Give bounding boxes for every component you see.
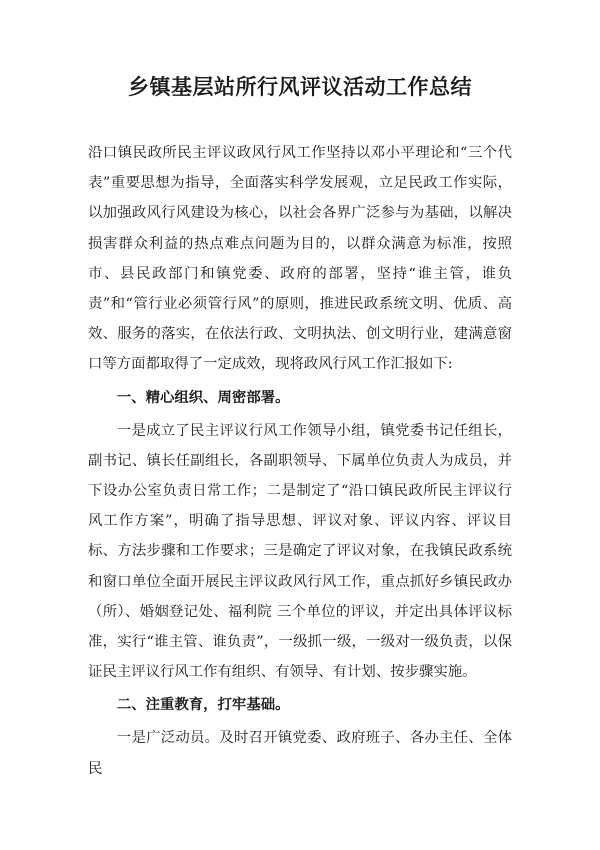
section-2-paragraph: 一是广泛动员。及时召开镇党委、政府班子、各办主任、全体民 bbox=[88, 730, 512, 777]
section-2-heading: 二、注重教育，打牢基础。 bbox=[116, 697, 290, 714]
section-1-paragraph: 一是成立了民主评议行风工作领导小组，镇党委书记任组长，副书记、镇长任副组长，各副职领导、下属单位负责人为成员，并下设办公室负责日常工作；二是制定了“沿口镇民政所民主评议行风工作方案”，明确了指导思想、评议对象、评议内容、评议目标、方法步骤和工作要求；三是确定了评议对象，在我镇民政系统和窗口单位全面开展民主评议政风行风工作，重点抓好乡镇民政办（所）、婚姻登记处、福利院 三个单位的评议，并定出具体评议标准，实行“谁主管、谁负责”，一级抓一级，一级对一级负责，以保证民主评议行风工作有组织、有领导、有计划、按步骤实施。 bbox=[88, 422, 512, 681]
document-title: 乡镇基层站所行风评议活动工作总结 bbox=[128, 75, 472, 99]
section-1-heading: 一、精心组织、周密部署。 bbox=[116, 389, 290, 406]
intro-paragraph: 沿口镇民政所民主评议政风行风工作坚持以邓小平理论和“三个代表”重要思想为指导，全面落实科学发展观，立足民政工作实际，以加强政风行风建设为核心，以社会各界广泛参与为基础，以解决损害群众利益的热点难点问题为目的，以群众满意为标准，按照市、县民政部门和镇党委、政府的部署，坚持“谁主管，谁负责”和“管行业必须管行风”的原则，推进民政系统文明、优质、高效、服务的落实，在依法行政、文明执法、创文明行业，建满意窗口等方面都取得了一定成效，现将政风行风工作汇报如下: bbox=[88, 145, 512, 373]
